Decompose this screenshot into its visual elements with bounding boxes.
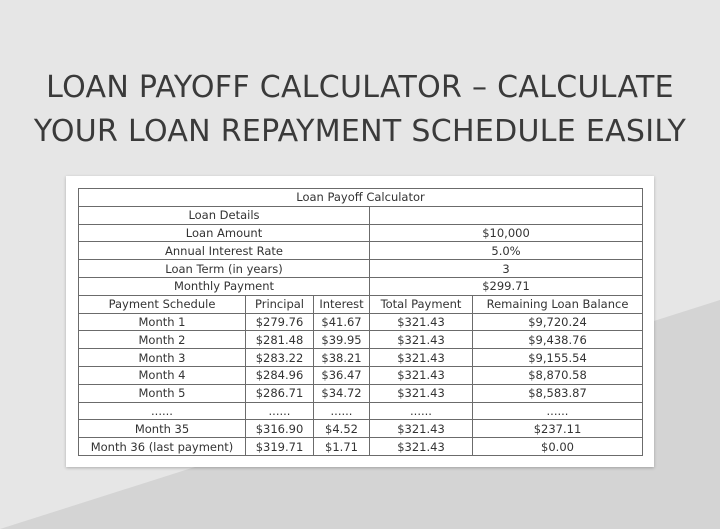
cell-remaining-balance: $9,155.54 [473, 349, 643, 367]
cell-total-payment: $321.43 [370, 331, 473, 349]
detail-value: 3 [370, 260, 643, 278]
table-row [79, 438, 643, 456]
sheet-title: Loan Payoff Calculator [79, 189, 643, 207]
title-row [79, 189, 643, 207]
cell-interest: $34.72 [314, 384, 370, 402]
detail-value: $10,000 [370, 224, 643, 242]
headline-line-1: LOAN PAYOFF CALCULATOR – CALCULATE [46, 70, 674, 105]
cell-remaining-balance: ...... [473, 402, 643, 420]
header-total-payment: Total Payment [370, 295, 473, 313]
details-header-row [79, 206, 643, 224]
header-payment-schedule: Payment Schedule [79, 295, 246, 313]
detail-label: Loan Term (in years) [79, 260, 370, 278]
table-row [79, 349, 643, 367]
cell-remaining-balance: $8,583.87 [473, 384, 643, 402]
cell-principal: $316.90 [246, 420, 314, 438]
cell-period: Month 3 [79, 349, 246, 367]
detail-row [79, 260, 643, 278]
cell-period: ...... [79, 402, 246, 420]
cell-total-payment: ...... [370, 402, 473, 420]
cell-total-payment: $321.43 [370, 366, 473, 384]
schedule-header-row [79, 295, 643, 313]
headline-line-2: YOUR LOAN REPAYMENT SCHEDULE EASILY [33, 114, 687, 149]
table-row [79, 331, 643, 349]
cell-period: Month 4 [79, 366, 246, 384]
header-interest: Interest [314, 295, 370, 313]
cell-period: Month 2 [79, 331, 246, 349]
cell-remaining-balance: $9,720.24 [473, 313, 643, 331]
page-headline [0, 66, 720, 154]
cell-interest: $41.67 [314, 313, 370, 331]
detail-row [79, 242, 643, 260]
table-row [79, 384, 643, 402]
detail-label: Annual Interest Rate [79, 242, 370, 260]
cell-principal: ...... [246, 402, 314, 420]
detail-row [79, 277, 643, 295]
table-row-ellipsis [79, 402, 643, 420]
cell-total-payment: $321.43 [370, 349, 473, 367]
table-row [79, 420, 643, 438]
cell-period: Month 35 [79, 420, 246, 438]
cell-total-payment: $321.43 [370, 313, 473, 331]
cell-principal: $284.96 [246, 366, 314, 384]
cell-interest: ...... [314, 402, 370, 420]
cell-principal: $319.71 [246, 438, 314, 456]
cell-remaining-balance: $0.00 [473, 438, 643, 456]
cell-period: Month 1 [79, 313, 246, 331]
cell-remaining-balance: $8,870.58 [473, 366, 643, 384]
cell-principal: $281.48 [246, 331, 314, 349]
detail-label: Monthly Payment [79, 277, 370, 295]
table-row [79, 313, 643, 331]
cell-remaining-balance: $237.11 [473, 420, 643, 438]
cell-remaining-balance: $9,438.76 [473, 331, 643, 349]
cell-total-payment: $321.43 [370, 420, 473, 438]
cell-interest: $4.52 [314, 420, 370, 438]
loan-payoff-table [78, 188, 643, 456]
cell-total-payment: $321.43 [370, 384, 473, 402]
cell-principal: $279.76 [246, 313, 314, 331]
cell-interest: $1.71 [314, 438, 370, 456]
cell-principal: $286.71 [246, 384, 314, 402]
spreadsheet-card [66, 176, 654, 467]
table-row [79, 366, 643, 384]
header-principal: Principal [246, 295, 314, 313]
cell-interest: $38.21 [314, 349, 370, 367]
cell-interest: $36.47 [314, 366, 370, 384]
cell-period: Month 5 [79, 384, 246, 402]
detail-value: 5.0% [370, 242, 643, 260]
details-label-blank [370, 206, 643, 224]
detail-value: $299.71 [370, 277, 643, 295]
details-label: Loan Details [79, 206, 370, 224]
detail-label: Loan Amount [79, 224, 370, 242]
cell-total-payment: $321.43 [370, 438, 473, 456]
cell-period: Month 36 (last payment) [79, 438, 246, 456]
cell-interest: $39.95 [314, 331, 370, 349]
detail-row [79, 224, 643, 242]
cell-principal: $283.22 [246, 349, 314, 367]
header-remaining-balance: Remaining Loan Balance [473, 295, 643, 313]
